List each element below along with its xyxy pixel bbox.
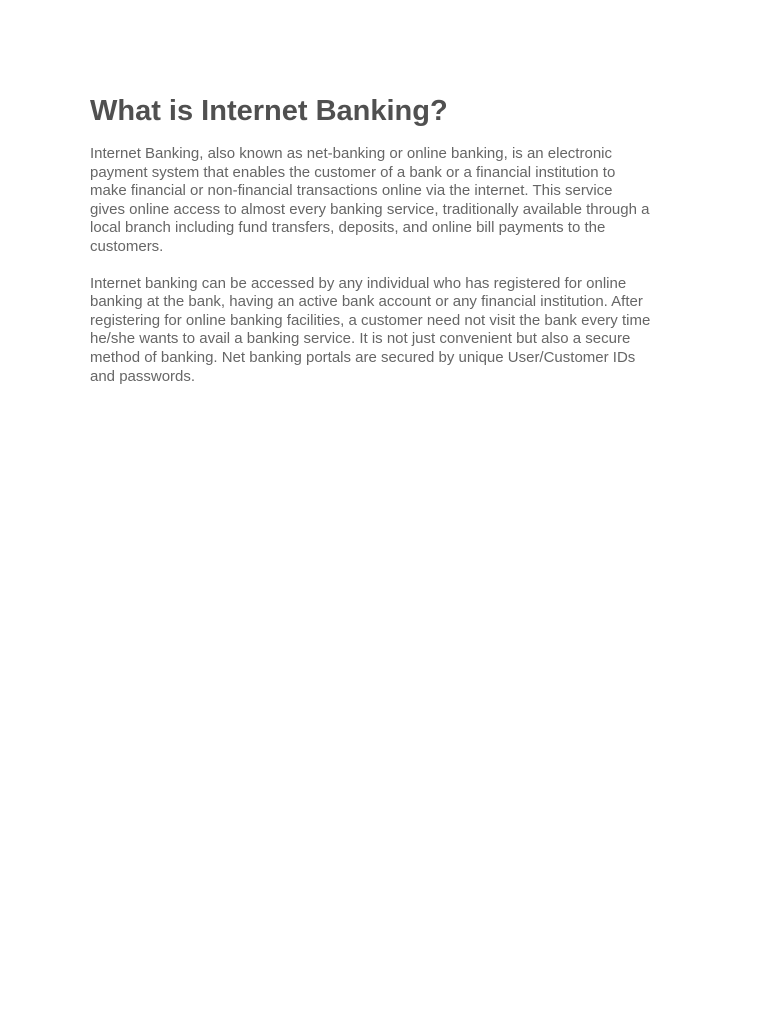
paragraph-line: method of banking. Net banking portals are secured by unique User/Customer IDs: [90, 348, 636, 366]
paragraph-line: Internet Banking, also known as net-banking or online banking, is an electronic: [90, 145, 612, 162]
paragraph-line: and passwords.: [90, 367, 196, 385]
article-paragraph-2: [90, 275, 690, 387]
article-content: [90, 93, 690, 404]
article-paragraph-1: [90, 145, 690, 257]
paragraph-line: registering for online banking facilities, a customer need not visit the bank every time: [90, 311, 651, 329]
paragraph-line: payment system that enables the customer of a bank or a financial institution to: [90, 163, 616, 181]
paragraph-line: gives online access to almost every banking service, traditionally available through a: [90, 200, 650, 218]
paragraph-line: banking at the bank, having an active bank account or any financial institution. After: [90, 293, 643, 311]
paragraph-line: local branch including fund transfers, deposits, and online bill payments to the: [90, 219, 606, 237]
article-title: What is Internet Banking?: [90, 95, 448, 127]
paragraph-line: make financial or non-financial transactions online via the internet. This service: [90, 182, 613, 200]
paragraph-line: Internet banking can be accessed by any individual who has registered for online: [90, 274, 627, 292]
paragraph-line: he/she wants to avail a banking service. It is not just convenient but also a secure: [90, 330, 631, 348]
paragraph-line: customers.: [90, 237, 164, 255]
